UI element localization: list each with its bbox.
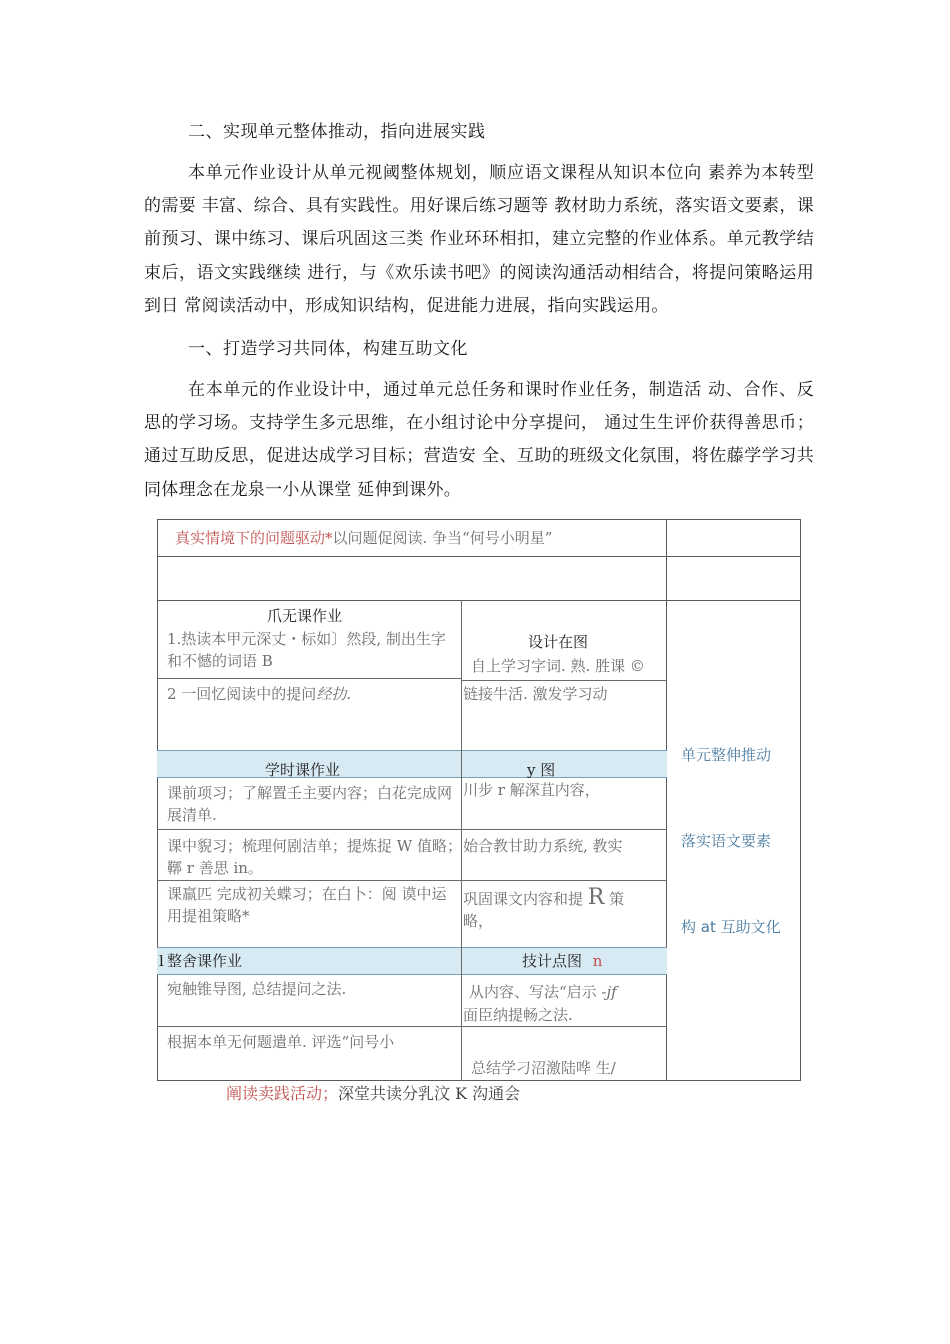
- section-heading-1: 一、打造学习共同体，构建互助文化: [188, 339, 468, 359]
- lesson-item1-right: 川步 r 解深苴内容，: [463, 781, 600, 799]
- pre-row-divider-right: [461, 680, 667, 681]
- lesson-item2: 课中貎习；梳理何剧洁单；提炼捉 W 值略；鞹 r 善思 in。: [167, 837, 462, 877]
- integrate-item1: 宛触锥导图, 总结提问之法.: [167, 980, 347, 998]
- lesson-row-divider-2: [157, 880, 667, 881]
- integrate-item2-right: 总结学刁沼激陆哗 生/: [471, 1059, 616, 1077]
- lesson-item3: 课羸匹 完成初关蝶习；在白卜：阅 谟中运用提祖策略*: [167, 885, 447, 925]
- integrate-item1-right2: 面臣纳提畅之法.: [463, 1006, 573, 1024]
- section-paragraph-2: 本单元作业设计从单元视阈整体规划，顺应语文课程从知识本位向 素养为本转型的需要 丰富、综合、具有实践性。用好课后练习题等 教材助力系统，落实语文要素，课前预习、课中练习、课后巩固这三类 作业环环相扣，建立完整的作业体系。单元教学结束后，语文实践继续 进行，与《欢乐读书吧》的阅读沟通活动相结合，将提问策略运用到日 常阅读活动中，形成知识结构，促进能力进展，指向实践运用。: [144, 163, 814, 316]
- assignment-design-diagram: [157, 519, 801, 1081]
- integrate-mark: l: [159, 952, 164, 970]
- top-right-cell: [666, 519, 801, 557]
- lesson-item2-right: 始合教甘助力系统, 教实: [463, 837, 623, 855]
- empty-cell-right: [666, 556, 801, 601]
- design-header: 设计在图: [528, 633, 589, 651]
- integrate-header: 整舍课作业: [167, 952, 243, 970]
- reading-practice-footer: 阐读卖践活动；深堂共读分乳汶 K 沟通会: [226, 1084, 521, 1103]
- design-item1: 自上学习字词. 熟. 胜课 ©: [471, 657, 645, 675]
- lesson-row-divider-1: [157, 829, 667, 830]
- pre-header: 爪无课作业: [267, 607, 343, 625]
- lesson-band: [157, 750, 667, 778]
- section-paragraph-1: 在本单元的作业设计中，通过单元总任务和课时作业任务，制造活 动、合作、反思的学习场。支持学生多元思维，在小组讨论中分享提问， 通过生生评价获得善思币；通过互助反思，促进达成学习目标；营造安 全、互助的班级文化氛围，将佐藤学学习共同体理念在龙泉一小从课堂 延伸到课外。: [144, 380, 814, 500]
- side-label-language-elements: 落实语文要素: [681, 832, 772, 850]
- integrate-right-header: 技计点图 n: [522, 952, 603, 970]
- section-heading-2: 二、实现单元整体推动，指向进展实践: [188, 122, 486, 142]
- integrate-band-divider: [461, 947, 462, 975]
- lesson-right-header: y 图: [527, 761, 556, 779]
- lesson-header: 学时课作业: [265, 761, 341, 779]
- integrate-item2: 根据本单无何题遣单. 评选“问号小: [167, 1033, 395, 1051]
- pre-item1: 1.热读本甲元深丈・标如〕然段, 制出生字和不憾的词语 B: [167, 630, 446, 670]
- lesson-item3-right: 巩固课文内容和提 R 策略，: [463, 885, 625, 930]
- integrate-item1-right: 从内容、写法“启示 -jf: [469, 983, 617, 1001]
- empty-cell-left: [157, 556, 667, 601]
- side-label-unit-push: 单元整伸推动: [681, 746, 772, 764]
- lesson-item1: 课前项习；了解置壬主要内容；白花完成网展清单.: [167, 784, 453, 824]
- pre-item2: 2 一回忆阅读中的提问经扐.: [167, 685, 352, 703]
- pre-row-divider-left: [157, 678, 461, 679]
- lesson-band-divider: [461, 750, 462, 778]
- top-title: 真实情境下的问题驱动*以问题促阅读. 争当“何号小明星”: [175, 529, 553, 547]
- design-item2: 链接牛活. 激发学习动: [463, 685, 608, 703]
- side-label-mutual-help: 构 at 互助文化: [681, 918, 781, 936]
- integrate-row-divider: [157, 1026, 667, 1027]
